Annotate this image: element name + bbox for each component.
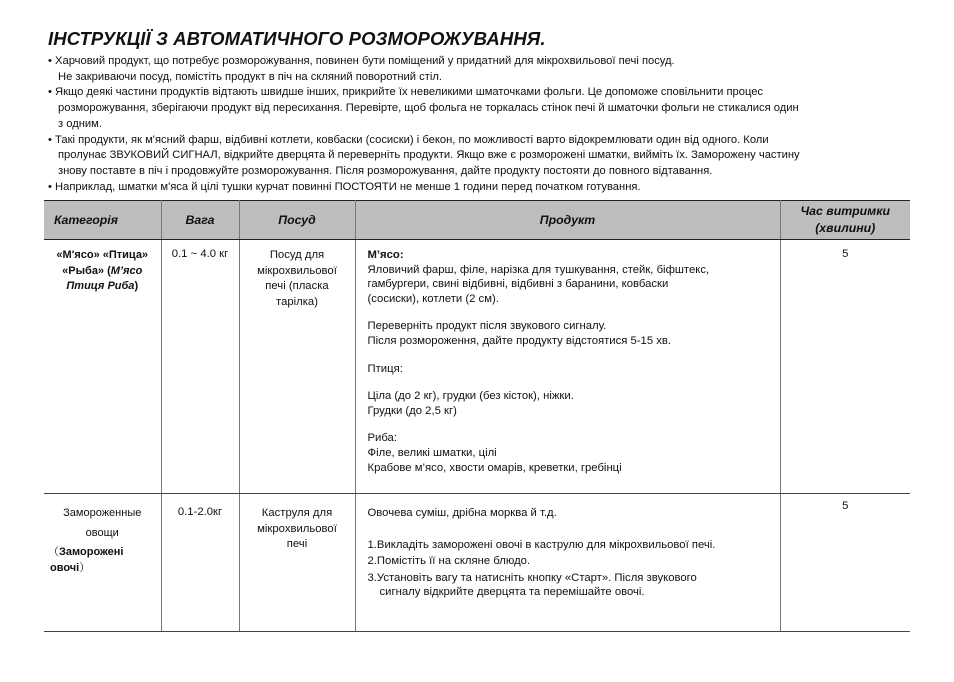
header-time-line: Час витримки xyxy=(800,204,891,218)
product-line: Овочева суміш, дрібна морква й т.д. xyxy=(367,507,557,519)
product-line: Птиця: xyxy=(367,362,403,375)
product-line: Після розмороження, дайте продукту відстоятися 5-15 хв. xyxy=(367,334,672,347)
product-line: (сосиски), котлети (2 см). xyxy=(367,292,499,305)
page-title: ІНСТРУКЦІЇ З АВТОМАТИЧНОГО РОЗМОРОЖУВАННЯ. xyxy=(48,28,546,49)
header-dish: Посуд xyxy=(239,201,355,240)
time-cell: 5 xyxy=(780,494,910,632)
weight-cell: 0.1 ~ 4.0 кг xyxy=(161,240,239,494)
dish-line: мікрохвильової xyxy=(257,264,337,277)
product-line: гамбургери, свині відбивні, відбивні з баранини, ковбаски xyxy=(367,278,669,291)
category-line xyxy=(44,561,161,577)
category-text: （ xyxy=(48,546,59,558)
instruction-line: • Якщо деякі частини продуктів відтають швидше інших, прикрийте їх невеликими шматочками фольги. Це допоможе сповільнити процес xyxy=(48,86,764,99)
instruction-line: розморожування, зберігаючи продукт від пересихання. Перевірте, щоб фольга не торкалась стінок печі й шматочки фольги не стикалися один xyxy=(58,102,799,115)
dish-line: тарілка) xyxy=(276,295,318,308)
product-cell xyxy=(355,240,780,494)
category-line: Замороженные xyxy=(63,507,142,519)
instruction-line: • Такі продукти, як м'ясний фарш, відбивні котлети, ковбаски (сосиски) і бекон, по можливості варто відокремлювати один від одного. Коли xyxy=(48,133,769,146)
dish-cell xyxy=(239,494,355,632)
category-text: Заморожені xyxy=(59,546,124,558)
category-text: ) xyxy=(134,280,139,292)
category-line: овощи xyxy=(85,526,119,539)
instruction-line: знову поставте в піч і продовжуйте розморожування. Після розморожування, дайте продукту постояти до повного відтавання. xyxy=(58,164,713,177)
product-line: Філе, великі шматки, цілі xyxy=(367,446,497,459)
table-header-row xyxy=(44,201,910,240)
table-row xyxy=(44,494,910,632)
product-line: Крабове м’ясо, хвости омарів, креветки, гребінці xyxy=(367,461,622,474)
instruction-line: Не закриваючи посуд, помістіть продукт в піч на скляний поворотний стіл. xyxy=(58,70,442,83)
category-line xyxy=(44,264,161,280)
product-line: Переверніть продукт після звукового сигналу. xyxy=(367,320,607,333)
header-time-line: (хвилини) xyxy=(815,221,876,235)
product-line: Ціла (до 2 кг), грудки (без кісток), ніжки. xyxy=(367,390,574,403)
header-category: Категорія xyxy=(44,201,161,240)
table-row xyxy=(44,240,910,494)
time-cell: 5 xyxy=(780,240,910,494)
category-cell xyxy=(44,494,161,632)
category-text: овочі xyxy=(50,561,80,574)
instruction-line: • Наприклад, шматки м'яса й цілі тушки курчат повинні ПОСТОЯТИ не менше 1 години перед початком готування. xyxy=(48,180,641,193)
product-step: 2.Помістіть її на скляне блюдо. xyxy=(367,555,531,568)
instruction-line: з одним. xyxy=(58,117,102,130)
dish-line: Каструля для xyxy=(261,507,333,519)
product-line: Риба: xyxy=(367,432,397,445)
product-line: Грудки (до 2,5 кг) xyxy=(367,404,457,417)
instruction-line: пролунає ЗВУКОВИЙ СИГНАЛ, відкрийте дверцята й переверніть продукти. Якщо вже є розморожені шматки, вийміть їх. Заморожену частину xyxy=(58,149,800,162)
category-text: «Рыба» ( xyxy=(62,264,111,277)
instructions-list xyxy=(48,54,918,195)
dish-line: мікрохвильової xyxy=(257,522,337,535)
product-heading: М’ясо: xyxy=(367,249,404,261)
category-line xyxy=(44,545,161,561)
dish-cell xyxy=(239,240,355,494)
product-step: сигналу відкрийте дверцята та перемішайте овочі. xyxy=(379,586,645,599)
dish-line: печі (пласка xyxy=(265,280,329,292)
dish-line: Посуд для xyxy=(269,249,325,261)
product-line: Яловичий фарш, філе, нарізка для тушкування, стейк, біфштекс, xyxy=(367,263,710,276)
dish-line: печі xyxy=(286,538,308,550)
header-time xyxy=(780,201,910,240)
product-step: 3.Установіть вагу та натисніть кнопку «Старт». Після звукового xyxy=(367,571,697,584)
category-text: ） xyxy=(79,561,91,574)
category-cell xyxy=(44,240,161,494)
header-product: Продукт xyxy=(355,201,780,240)
product-cell xyxy=(355,494,780,632)
category-line: «М'ясо» «Птица» xyxy=(56,249,149,261)
category-line xyxy=(44,279,161,295)
product-step: 1.Викладіть заморожені овочі в каструлю для мікрохвильової печі. xyxy=(367,538,716,551)
weight-cell: 0.1-2.0кг xyxy=(161,494,239,632)
instruction-line: • Харчовий продукт, що потребує розморожування, повинен бути поміщений у придатний для мікрохвильової печі посуд. xyxy=(48,55,675,67)
header-weight: Вага xyxy=(161,201,239,240)
category-text: М’ясо xyxy=(110,264,143,277)
defrost-table xyxy=(44,200,910,632)
category-text: Птиця Риба xyxy=(66,280,135,292)
